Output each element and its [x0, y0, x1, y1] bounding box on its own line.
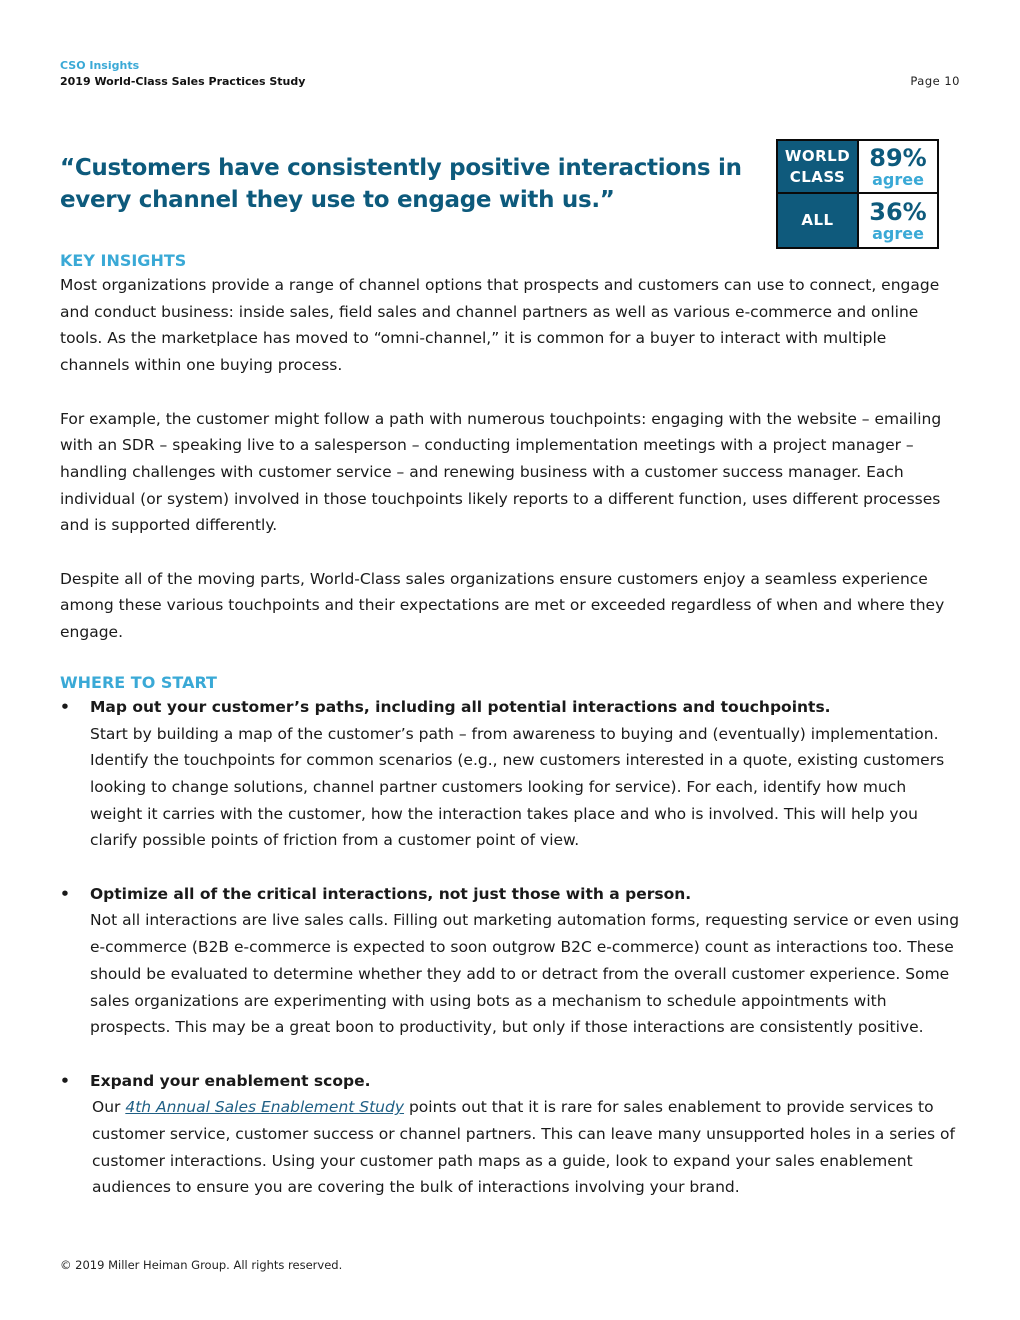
where-to-start-heading: WHERE TO START [60, 672, 217, 692]
bullet-text: Not all interactions are live sales calls. Filling out marketing automation forms, requesting service or even using e-commerce (B2B e-commerce is expected to soon outgrow B2C e-commerce) count as interactions too. These should be evaluated to determine whether they add to or detract from the overall customer experience. Some sales organizations are experimenting with using bots as a mechanism to schedule appointments with prospects. This may be a great boon to productivity, but only if those interactions are consistently positive. [90, 911, 960, 1037]
copyright-footer: © 2019 Miller Heiman Group. All rights reserved. [60, 1258, 343, 1272]
bullet-icon: • [60, 884, 70, 903]
list-item [60, 881, 960, 1041]
key-insights-paragraph: Despite all of the moving parts, World-Class sales organizations ensure customers enjoy a seamless experience among these various touchpoints and their expectations are met or exceeded regardless of when and where they engage. [60, 569, 945, 642]
main-content [60, 250, 960, 1228]
brand-name: CSO Insights [60, 59, 140, 72]
all-percent: 36% [869, 197, 927, 226]
bullet-text [90, 1094, 960, 1201]
list-item [60, 694, 960, 854]
world-class-agree-label: agree [872, 169, 924, 189]
agreement-stats-box [776, 139, 939, 249]
bullet-text-suffix: points out that it is rare for sales enablement to provide services to customer service, customer success or channel partners. This can leave many unsupported holes in a series of customer interactions. Using your customer path maps as a guide, look to expand your sales enablement audiences to ensure you are covering the bulk of interactions involving your brand. [92, 1098, 955, 1197]
key-insights-paragraph: For example, the customer might follow a path with numerous touchpoints: engaging with the website – emailing with an SDR – speaking live to a salesperson – conducting implementation meetings with a project manager – handling challenges with customer service – and renewing business with a customer success manager. Each individual (or system) involved in those touchpoints likely reports to a different function, uses different processes and is supported differently. [60, 409, 942, 535]
bullet-title: Map out your customer’s paths, including all potential interactions and touchpoints. [90, 697, 831, 716]
list-item [60, 1068, 960, 1202]
world-class-label: WORLD CLASS [778, 141, 859, 194]
world-class-stat [859, 141, 937, 194]
bullet-title: Optimize all of the critical interactions, not just those with a person. [90, 884, 692, 903]
all-stat [859, 194, 937, 247]
key-insights-paragraph: Most organizations provide a range of channel options that prospects and customers can use to connect, engage and conduct business: inside sales, field sales and channel partners as well as various e-commerce and online tools. As the marketplace has moved to “omni-channel,” it is common for a buyer to interact with multiple channels within one buying process. [60, 276, 940, 375]
bullet-icon: • [60, 1071, 70, 1090]
study-title: 2019 World-Class Sales Practices Study [60, 75, 306, 88]
all-label: ALL [778, 194, 859, 247]
world-class-percent: 89% [869, 143, 927, 172]
bullet-icon: • [60, 697, 70, 716]
all-agree-label: agree [872, 223, 924, 243]
bullet-title: Expand your enablement scope. [90, 1071, 371, 1090]
where-to-start-list [60, 694, 960, 1201]
page-number: Page 10 [910, 74, 960, 88]
pull-quote: “Customers have consistently positive interactions in every channel they use to engage with us.” [60, 155, 742, 213]
sales-enablement-study-link[interactable]: 4th Annual Sales Enablement Study [125, 1098, 405, 1117]
bullet-text: Start by building a map of the customer’s path – from awareness to buying and (eventually) implementation. Identify the touchpoints for common scenarios (e.g., new customers interested in a quote, existing customers looking to change solutions, channel partner customers looking for service). For each, identify how much weight it carries with the customer, how the interaction takes place and who is involved. This will help you clarify possible points of friction from a customer point of view. [90, 724, 945, 850]
key-insights-heading: KEY INSIGHTS [60, 251, 187, 270]
bullet-text-prefix: Our [92, 1098, 126, 1117]
page-header [60, 58, 960, 90]
